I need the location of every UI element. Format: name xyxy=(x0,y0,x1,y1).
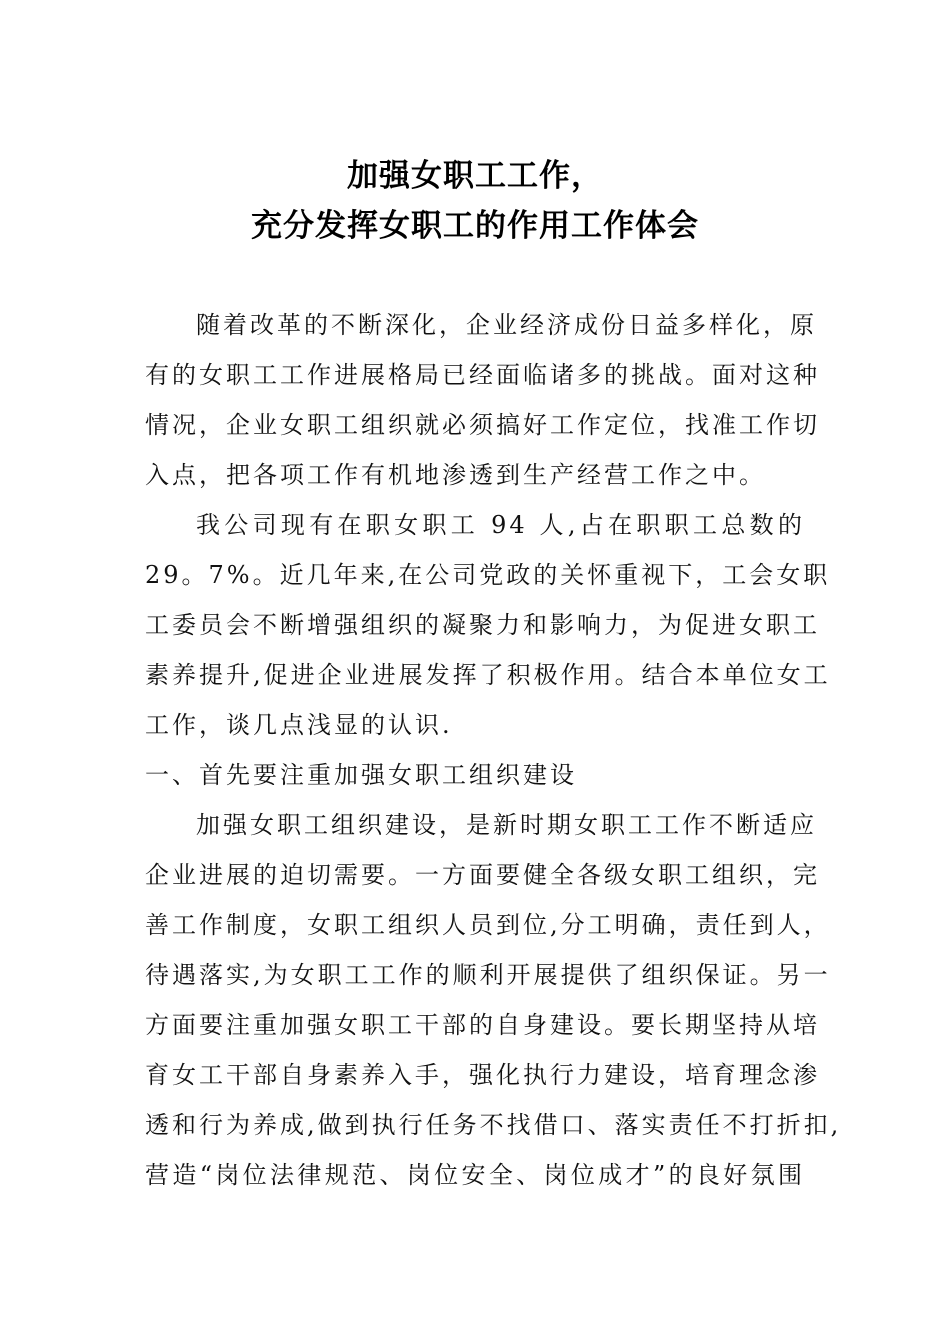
body-line: 我公司现有在职女职工 94 人,占在职职工总数的 xyxy=(196,511,805,539)
body-line: 营造“岗位法律规范、岗位安全、岗位成才”的良好氛围 xyxy=(145,1161,805,1189)
body-line: 有的女职工工作进展格局已经面临诸多的挑战。面对这种 xyxy=(145,361,820,389)
body-line: 透和行为养成,做到执行任务不找借口、落实责任不打折扣, xyxy=(145,1111,842,1139)
body-line: 29。7%。近几年来,在公司党政的关怀重视下，工会女职 xyxy=(145,561,831,589)
body-line: 工作，谈几点浅显的认识. xyxy=(145,711,453,739)
body-line: 加强女职工组织建设，是新时期女职工工作不断适应 xyxy=(196,811,817,839)
body-line: 工委员会不断增强组织的凝聚力和影响力，为促进女职工 xyxy=(145,611,820,639)
body-line: 入点，把各项工作有机地渗透到生产经营工作之中。 xyxy=(145,461,766,489)
body-line: 随着改革的不断深化，企业经济成份日益多样化，原 xyxy=(196,311,817,339)
body-line: 素养提升,促进企业进展发挥了积极作用。结合本单位女工 xyxy=(145,661,831,689)
document-title-line-2: 充分发挥女职工的作用工作体会 xyxy=(251,208,699,244)
document-title-line-1: 加强女职工工作， xyxy=(347,158,603,194)
body-line: 情况，企业女职工组织就必须搞好工作定位，找准工作切 xyxy=(145,411,820,439)
section-heading: 一、首先要注重加强女职工组织建设 xyxy=(145,761,577,789)
body-line: 企业进展的迫切需要。一方面要健全各级女职工组织，完 xyxy=(145,861,820,889)
body-line: 善工作制度，女职工组织人员到位,分工明确，责任到人， xyxy=(145,911,831,939)
body-line: 方面要注重加强女职工干部的自身建设。要长期坚持从培 xyxy=(145,1011,820,1039)
body-line: 育女工干部自身素养入手，强化执行力建设，培育理念渗 xyxy=(145,1061,820,1089)
body-line: 待遇落实,为女职工工作的顺利开展提供了组织保证。另一 xyxy=(145,961,831,989)
